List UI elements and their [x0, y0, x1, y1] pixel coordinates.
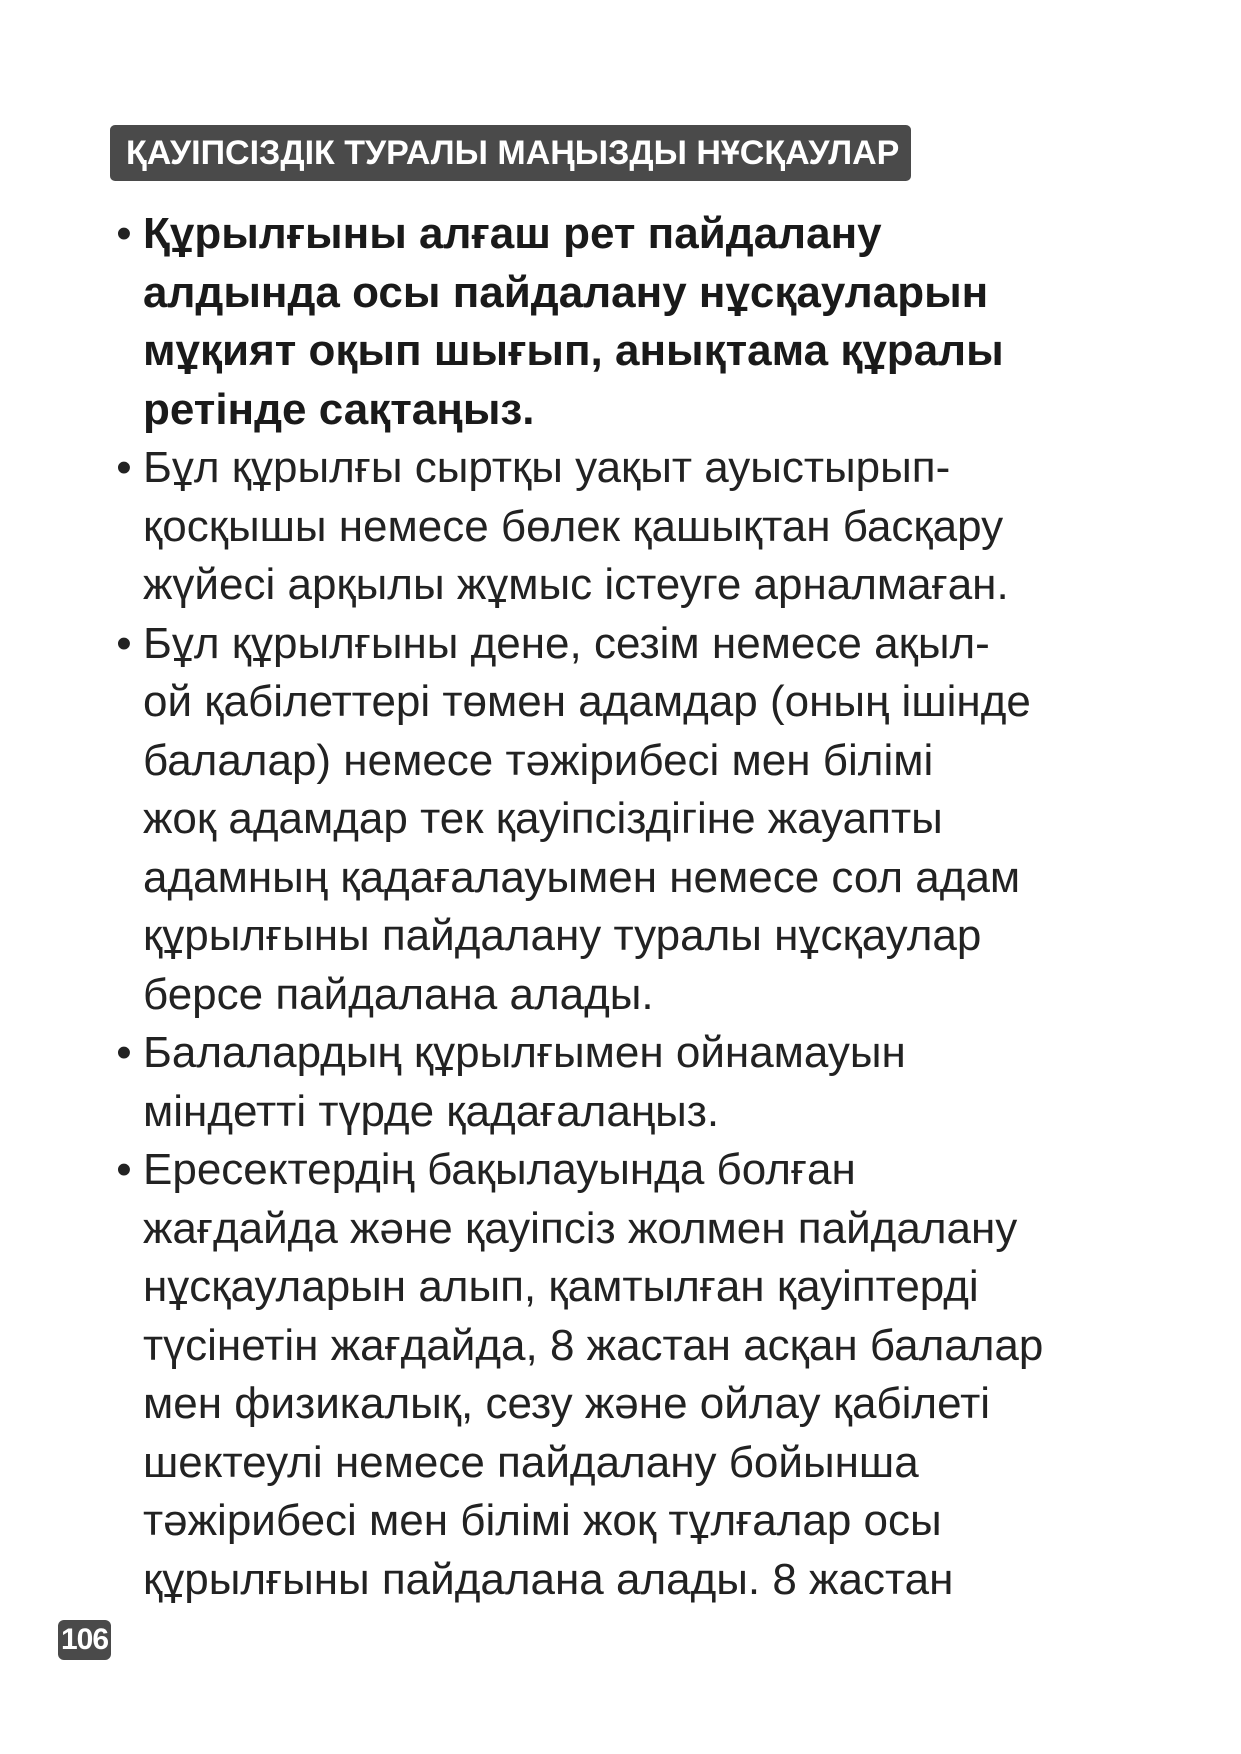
list-item — [110, 205, 1150, 439]
list-item — [110, 439, 1150, 615]
instruction-list — [110, 205, 1150, 1609]
list-item-text: Бұл құрылғыны дене, сезім немесе ақыл- ой қабілеттері төмен адамдар (оның ішінде балалар) немесе тәжірибесі мен білімі жоқ адамдар тек қауіпсіздігіне жауапты адамның қадағалауымен немесе сол адам құрылғыны пайдалану туралы нұсқаулар берсе пайдалана алады. — [143, 618, 1031, 1019]
list-item-text: Балалардың құрылғымен ойнамауын міндетті түрде қадағалаңыз. — [143, 1028, 906, 1136]
safety-instructions — [110, 205, 1150, 1609]
list-item-text: Ересектердің бақылауында болған жағдайда және қауіпсіз жолмен пайдалану нұсқауларын алып, қамтылған қауіптерді түсінетін жағдайда, 8 жастан асқан балалар мен физикалық, сезу және ойлау қабілеті шектеулі немесе пайдалану бойынша тәжірибесі мен білімі жоқ тұлғалар осы құрылғыны пайдалана алады. 8 жастан — [143, 1145, 1044, 1604]
bullet-icon: • — [116, 443, 132, 492]
list-item — [110, 1024, 1150, 1141]
list-item-text: Құрылғыны алғаш рет пайдалану алдында осы пайдалану нұсқауларын мұқият оқып шығып, анықтама құралы ретінде сақтаңыз. — [143, 209, 1004, 434]
page-number-label: 106 — [60, 1623, 109, 1656]
list-item — [110, 615, 1150, 1025]
section-header-title: ҚАУІПСІЗДІК ТУРАЛЫ МАҢЫЗДЫ НҰСҚАУЛАР — [126, 134, 900, 172]
section-header — [110, 125, 911, 181]
bullet-icon: • — [116, 1145, 132, 1194]
page-number — [58, 1620, 111, 1660]
list-item-text: Бұл құрылғы сыртқы уақыт ауыстырып- қосқышы немесе бөлек қашықтан басқару жүйесі арқылы жұмыс істеуге арналмаған. — [143, 443, 1009, 609]
bullet-icon: • — [116, 1028, 132, 1077]
list-item — [110, 1141, 1150, 1609]
bullet-icon: • — [116, 618, 132, 668]
bullet-icon: • — [116, 209, 132, 258]
